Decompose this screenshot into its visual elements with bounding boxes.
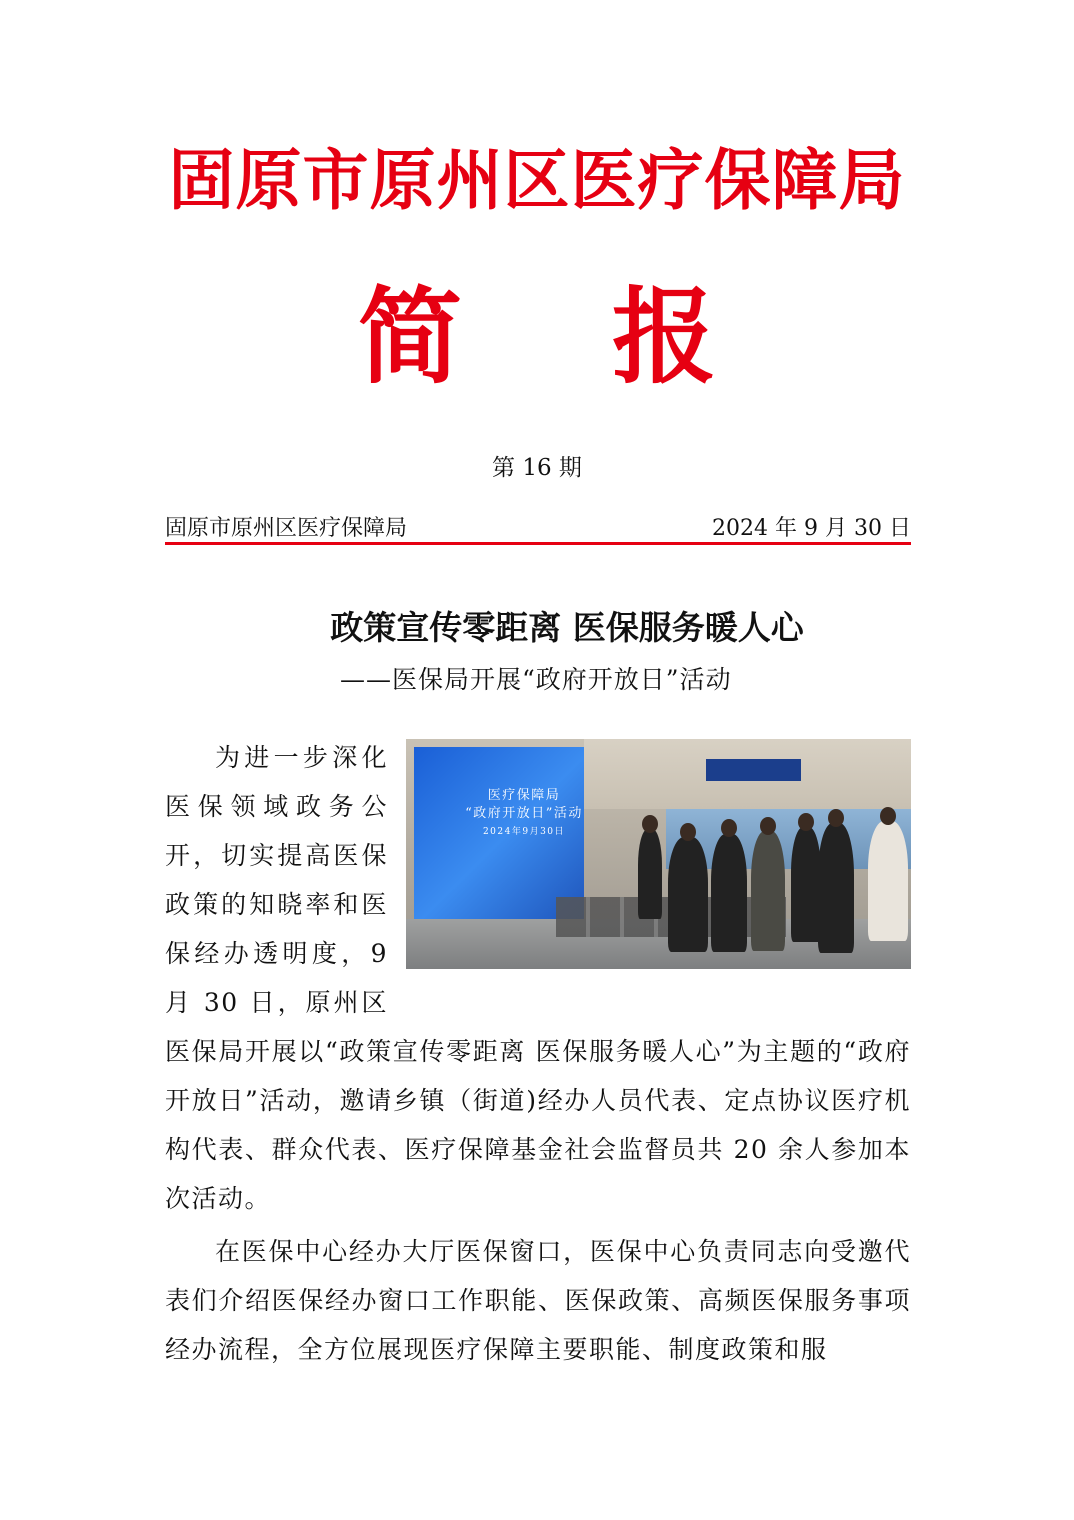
masthead-org-title: 固原市原州区医疗保障局 [168,141,906,219]
paragraph-1-text: 为进一步深化医保领域政务公开，切实提高医保政策的知晓率和医保经办透明度，9 月 30 日，原州区医保局开展以“政策宣传零距离 医保服务暖人心”为主题的“政府开放日”活动，邀请乡镇（街道)经办人员代表、定点协议医疗机构代表、群众代表、医疗保障基金社会监督员共 20 余人参加本次活动。 [165,743,911,1213]
photo-head [880,807,896,825]
photo-person [711,834,747,952]
photo-screen-text [414,787,584,841]
photo-head [642,815,658,833]
screen-line-2: “政府开放日”活动 [465,806,583,821]
article-title: 政策宣传零距离 医保服务暖人心 [330,608,804,647]
paragraph-2: 在医保中心经办大厅医保窗口，医保中心负责同志向受邀代表们介绍医保经办窗口工作职能、医保政策、高频医保服务事项经办流程，全方位展现医疗保障主要职能、制度政策和服 [165,1237,911,1364]
photo-person [868,821,908,941]
screen-line-1: 医疗保障局 [487,788,561,803]
brief-char-1: 简 [357,275,462,398]
photo-head [798,813,814,831]
event-photo [406,739,911,969]
publication-date: 2024 年 9 月 30 日 [712,516,911,541]
paragraph-1 [165,733,911,1223]
photo-head [760,817,776,835]
publisher-name: 固原市原州区医疗保障局 [165,516,408,541]
brief-char-2: 报 [612,275,717,398]
issue-number: 第 16 期 [492,455,582,481]
masthead-brief-title [0,272,1074,402]
photo-person [751,831,785,951]
photo-head [828,809,844,827]
publication-line [165,514,911,544]
photo-head [721,819,737,837]
screen-line-3: 2024年9月30日 [482,827,566,837]
article-subtitle: ——医保局开展“政府开放日”活动 [340,665,732,694]
photo-person [638,829,662,919]
photo-person [818,823,854,953]
photo-head [680,823,696,841]
photo-person [791,827,821,942]
red-divider [165,542,911,545]
photo-person [668,837,708,952]
article-body [165,733,911,1374]
photo-hall-sign [706,759,801,781]
